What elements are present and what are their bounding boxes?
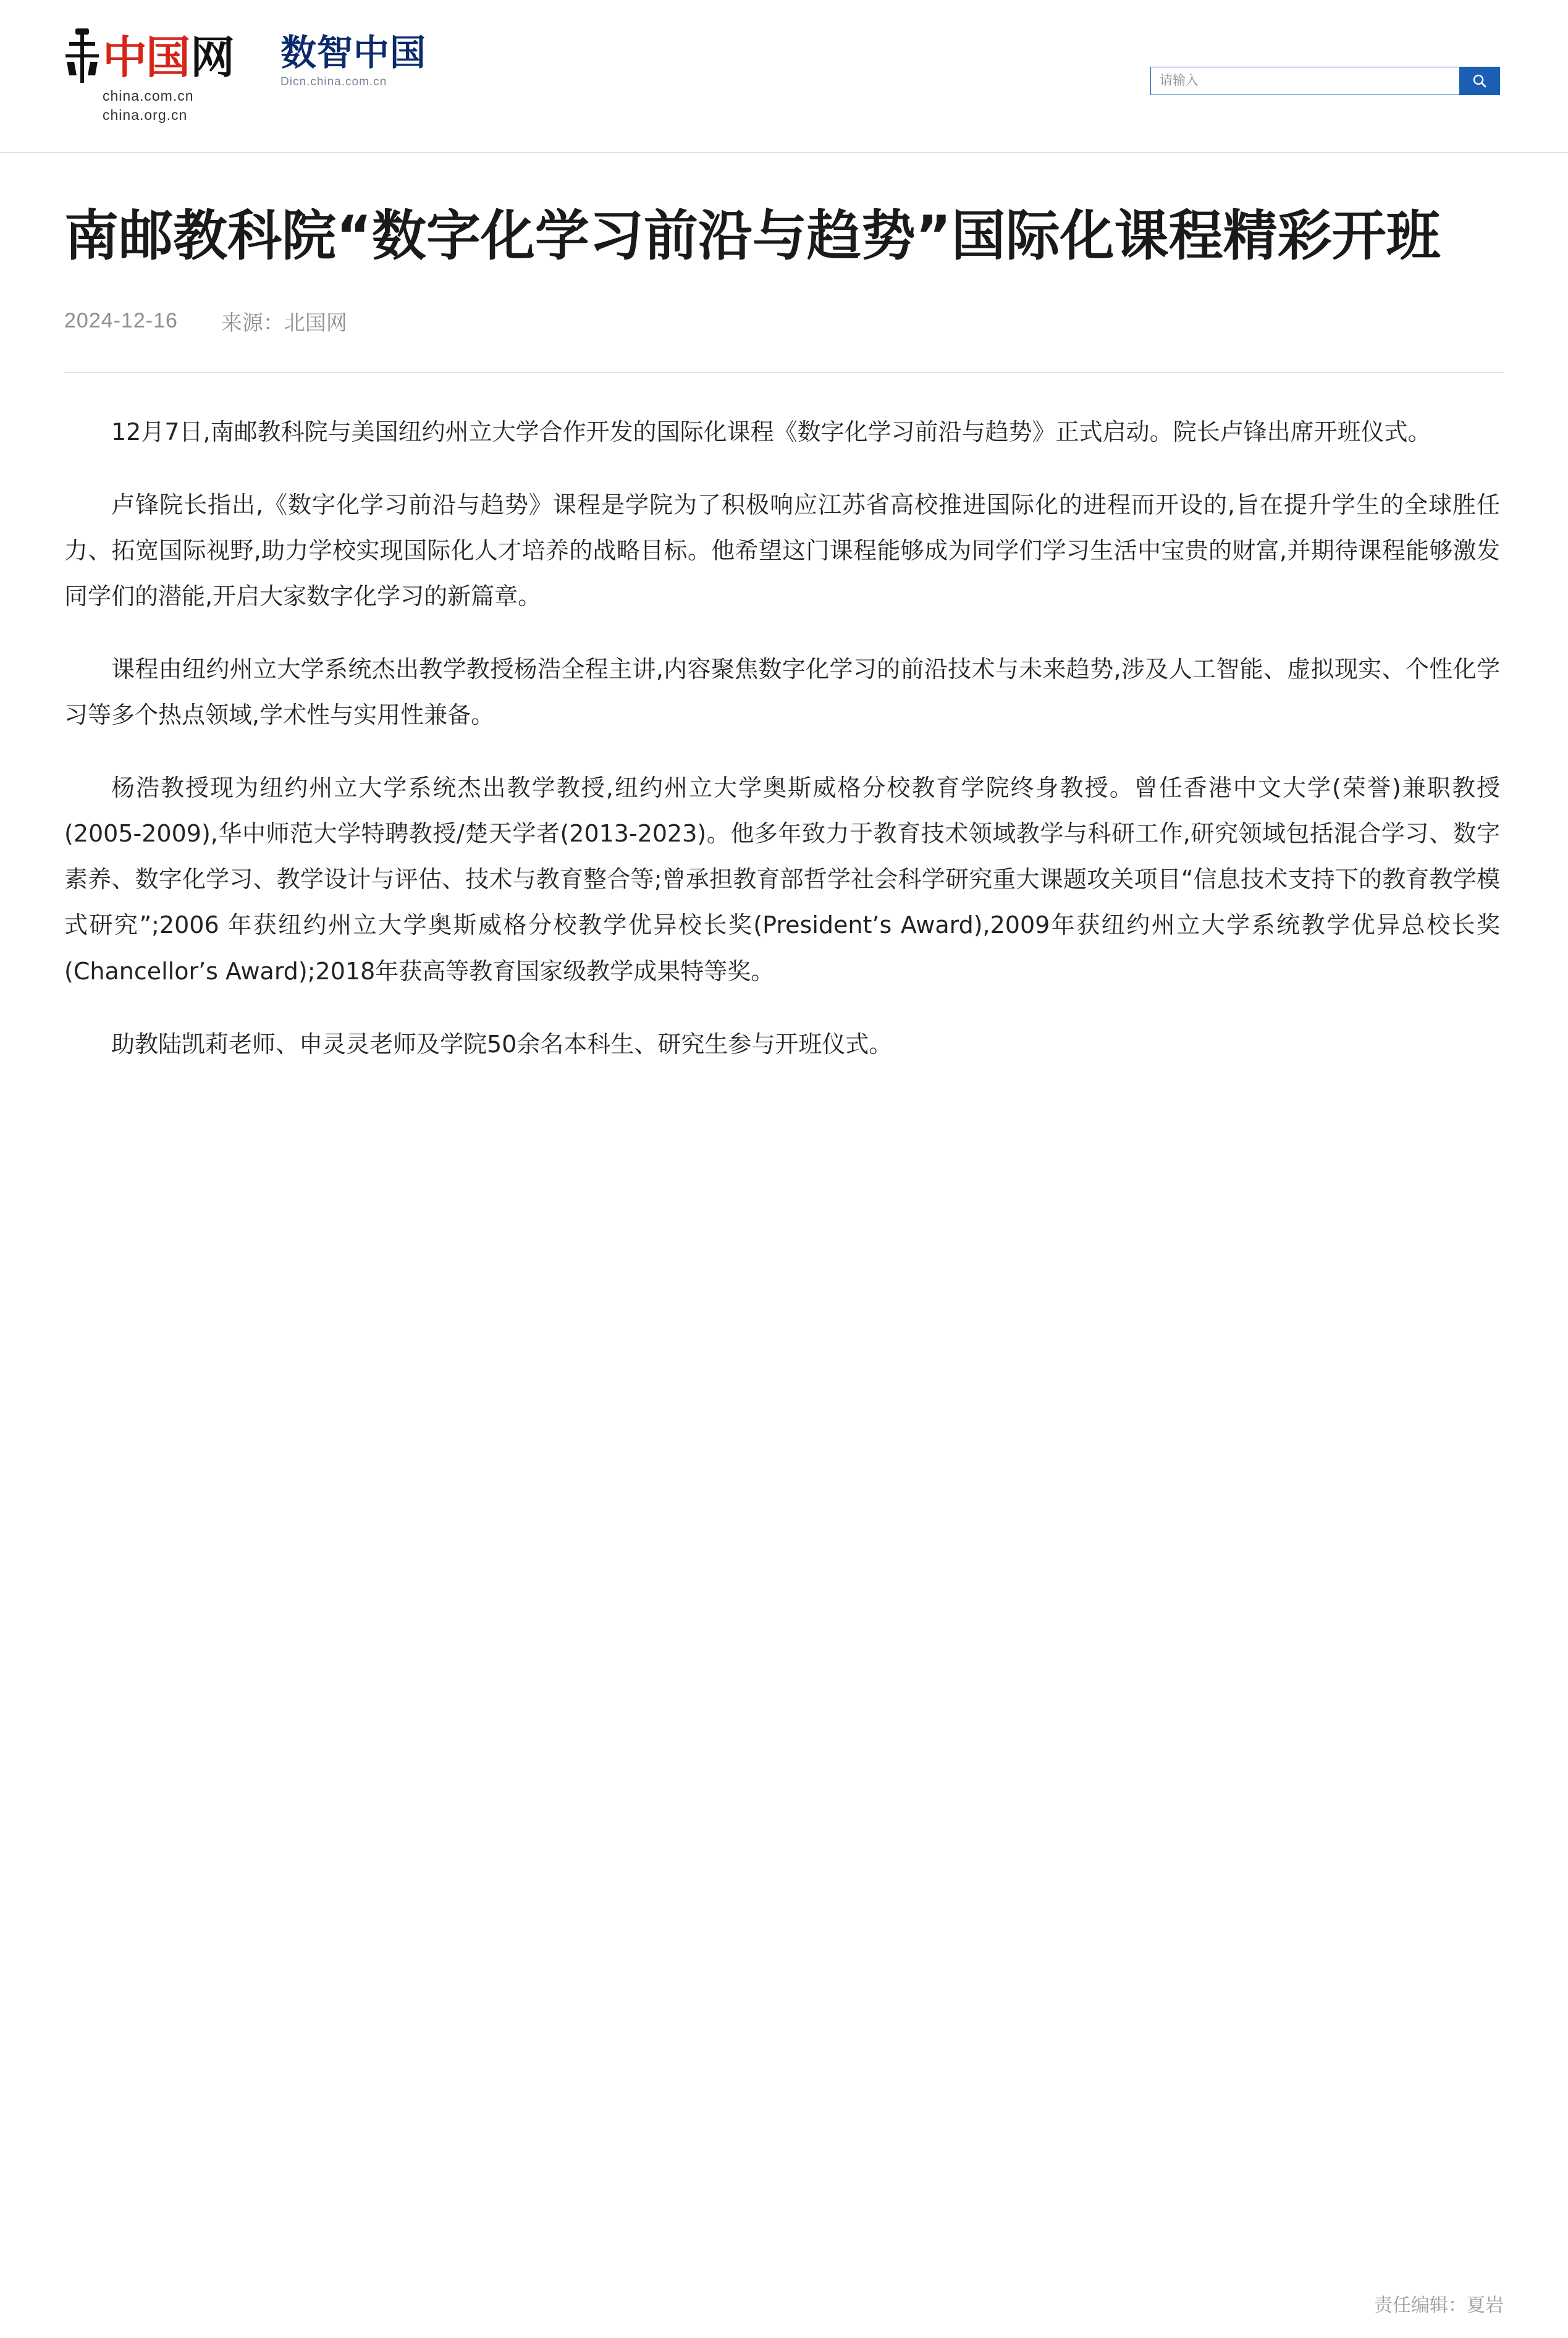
site-logo[interactable] [64, 32, 426, 125]
site-header [0, 0, 1568, 153]
sub-brand-title: 数智中国 [280, 32, 427, 74]
search-area[interactable] [1150, 67, 1500, 95]
article-container [0, 201, 1568, 1067]
article-paragraph: 杨浩教授现为纽约州立大学系统杰出教学教授,纽约州立大学奥斯威格分校教育学院终身教授。曾任香港中文大学(荣誉)兼职教授(2005-2009),华中师范大学特聘教授/楚天学者(2013-2023)。他多年致力于教育技术领域教学与科研工作,研究领域包括混合学习、数字素养、数字化学习、教学设计与评估、技术与教育整合等;曾承担教育部哲学社会科学研究重大课题攻关项目“信息技术支持下的教育教学模式研究”;2006 年获纽约州立大学奥斯威格分校教学优异校长奖(President’s Award),2009年获纽约州立大学系统教学优异总校长奖(Chancellor’s Award);2018年获高等教育国家级教学成果特等奖。 [64, 774, 1500, 985]
sub-brand-logo[interactable] [280, 32, 427, 89]
logo-china-net[interactable] [64, 32, 235, 125]
publish-date: 2024-12-16 [64, 308, 178, 332]
article-meta [64, 306, 1504, 336]
meta-divider [64, 372, 1504, 373]
article-paragraph: 卢锋院长指出,《数字化学习前沿与趋势》课程是学院为了积极响应江苏省高校推进国际化的进程而开设的,旨在提升学生的全球胜任力、拓宽国际视野,助力学校实现国际化人才培养的战略目标。他希望这门课程能够成为同学们学习生活中宝贵的财富,并期待课程能够激发同学们的潜能,开启大家数字化学习的新篇章。 [64, 491, 1500, 610]
logo-url-line1: china.com.cn [103, 88, 194, 104]
article-paragraph: 课程由纽约州立大学系统杰出教学教授杨浩全程主讲,内容聚焦数字化学习的前沿技术与未来趋势,涉及人工智能、虚拟现实、个性化学习等多个热点领域,学术性与实用性兼备。 [64, 656, 1500, 729]
search-icon [1472, 73, 1488, 89]
article-paragraph: 12月7日,南邮教科院与美国纽约州立大学合作开发的国际化课程《数字化学习前沿与趋势》正式启动。院长卢锋出席开班仪式。 [111, 418, 1431, 445]
logo-url-line2: china.org.cn [103, 107, 188, 124]
logo-glyph-icon [64, 32, 99, 83]
article-source: 来源：北国网 [221, 311, 347, 335]
sub-brand-url: Dicn.china.com.cn [280, 75, 387, 88]
article-paragraph: 助教陆凯莉老师、申灵灵老师及学院50余名本科生、研究生参与开班仪式。 [111, 1030, 893, 1058]
logo-brand-black: 网 [190, 32, 235, 83]
editor-credit: 责任编辑：夏岩 [1374, 2295, 1504, 2316]
search-input[interactable] [1150, 67, 1459, 95]
page-title: 南邮教科院“数字化学习前沿与趋势”国际化课程精彩开班 [64, 204, 1441, 268]
logo-brand-red: 中国 [103, 32, 190, 83]
logo-wordmark [64, 32, 235, 83]
logo-urls [103, 87, 194, 125]
article-body [64, 409, 1504, 1067]
search-button[interactable] [1459, 67, 1500, 95]
